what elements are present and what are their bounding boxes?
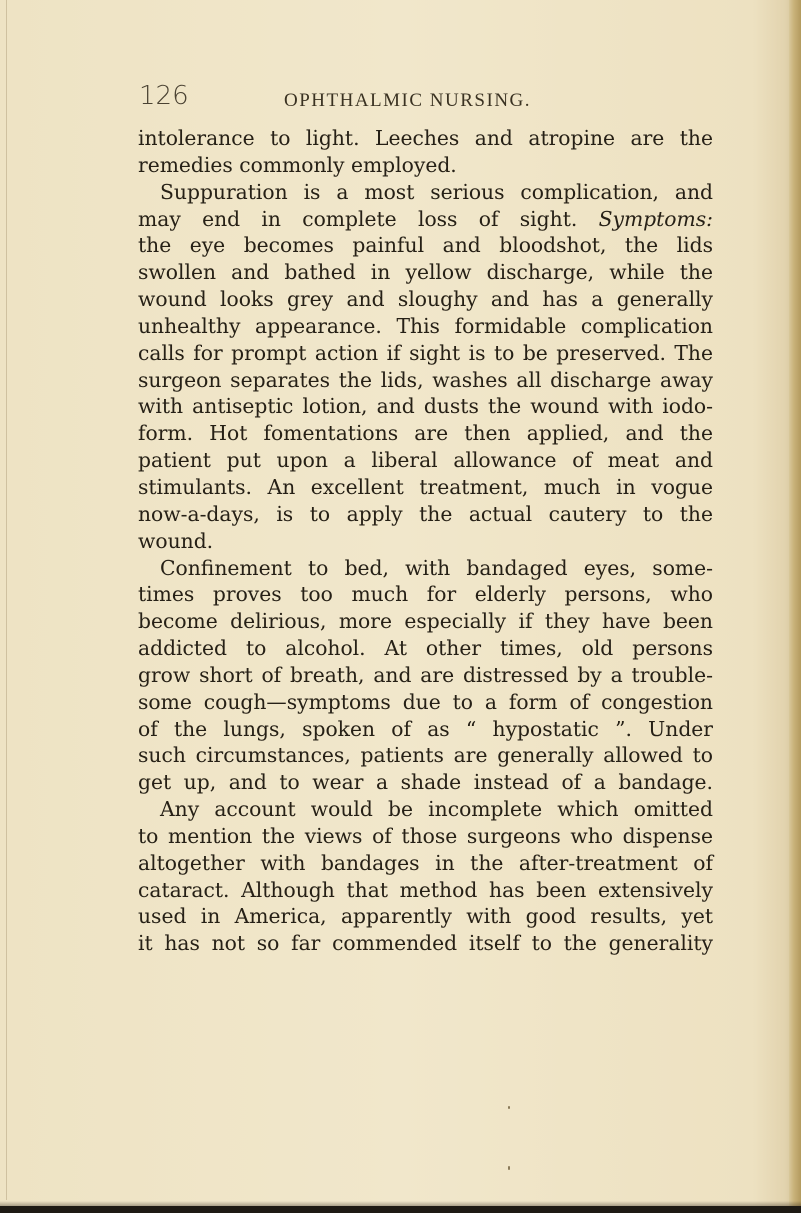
text-line [138, 179, 713, 206]
text-line-content: the eye becomes painful and bloodshot, the lids [138, 233, 713, 258]
text-line-content: cataract. Although that method has been extensively [138, 877, 713, 902]
text-line [138, 689, 713, 716]
text-line [138, 823, 713, 850]
text-line [138, 796, 713, 823]
page-left-edge-line [6, 0, 7, 1200]
text-line [138, 930, 713, 957]
text-line [138, 742, 713, 769]
text-line [138, 259, 713, 286]
text-line [138, 313, 713, 340]
text-line-content: stimulants. An excellent treatment, much in vogue [138, 474, 713, 499]
running-head: OPHTHALMIC NURSING. [284, 90, 532, 111]
text-line [138, 555, 713, 582]
text-line [138, 367, 713, 394]
text-line [138, 474, 713, 501]
text-line-content: some cough—symptoms due to a form of congestion [138, 689, 713, 714]
text-line-content: unhealthy appearance. This formidable complication [138, 313, 713, 338]
paper-speck [508, 1166, 510, 1170]
text-line [138, 152, 713, 179]
text-line-content: get up, and to wear a shade instead of a bandage. [138, 770, 713, 795]
text-line [138, 206, 713, 233]
text-line-content: Suppuration is a most serious complication, and [160, 179, 713, 204]
text-line-content: addicted to alcohol. At other times, old persons [138, 636, 713, 661]
text-line-content: swollen and bathed in yellow discharge, while the [138, 260, 713, 285]
text-line [138, 447, 713, 474]
page-number: 126 [139, 81, 189, 111]
text-line-content: wound looks grey and sloughy and has a generally [138, 287, 713, 312]
text-line [138, 232, 713, 259]
text-line [138, 877, 713, 904]
text-line-content: form. Hot fomentations are then applied, and the [138, 421, 713, 446]
text-line [138, 769, 713, 796]
text-line-content: wound. [138, 528, 214, 553]
text-line-content: it has not so far commended itself to the generality [138, 931, 713, 956]
text-line-content: with antiseptic lotion, and dusts the wound with iodo- [138, 394, 713, 419]
text-line [138, 608, 713, 635]
text-line-content: now-a-days, is to apply the actual cautery to the [138, 501, 713, 526]
text-line-content: become delirious, more especially if they have been [138, 609, 713, 634]
text-line [138, 662, 713, 689]
text-line [138, 903, 713, 930]
text-line-content: may end in complete loss of sight. [138, 206, 599, 231]
text-line-content: times proves too much for elderly persons, who [138, 582, 713, 607]
text-line [138, 393, 713, 420]
text-line-content: patient put upon a liberal allowance of meat and [138, 448, 713, 473]
text-line [138, 635, 713, 662]
text-line-content: to mention the views of those surgeons who dispense [138, 823, 713, 848]
paper-speck [508, 1106, 510, 1109]
text-line-content: surgeon separates the lids, washes all discharge away [138, 367, 713, 392]
text-line-content: calls for prompt action if sight is to be preserved. The [138, 340, 713, 365]
page-right-edge [789, 0, 801, 1213]
text-line-content: of the lungs, spoken of as “ hypostatic ”. Under [138, 716, 713, 741]
body-text [138, 125, 713, 957]
text-line [138, 850, 713, 877]
text-line [138, 501, 713, 528]
italic-term: Symptoms: [598, 206, 713, 231]
text-line [138, 581, 713, 608]
text-line-content: Confinement to bed, with bandaged eyes, some- [160, 555, 713, 580]
text-line [138, 125, 713, 152]
text-line-content: altogether with bandages in the after-treatment of [138, 850, 713, 875]
text-line-content: intolerance to light. Leeches and atropine are the [138, 126, 713, 150]
text-line [138, 528, 713, 555]
text-line [138, 286, 713, 313]
text-line-content: used in America, apparently with good results, yet [138, 904, 713, 929]
text-line-content: Any account would be incomplete which omitted [160, 797, 713, 822]
text-line [138, 716, 713, 743]
text-line [138, 420, 713, 447]
text-line [138, 340, 713, 367]
text-line-content: remedies commonly employed. [138, 152, 457, 177]
text-line-content: such circumstances, patients are generally allowed to [138, 743, 713, 768]
page-bottom-edge [0, 1206, 801, 1213]
text-line-content: grow short of breath, and are distressed by a trouble- [138, 662, 713, 687]
